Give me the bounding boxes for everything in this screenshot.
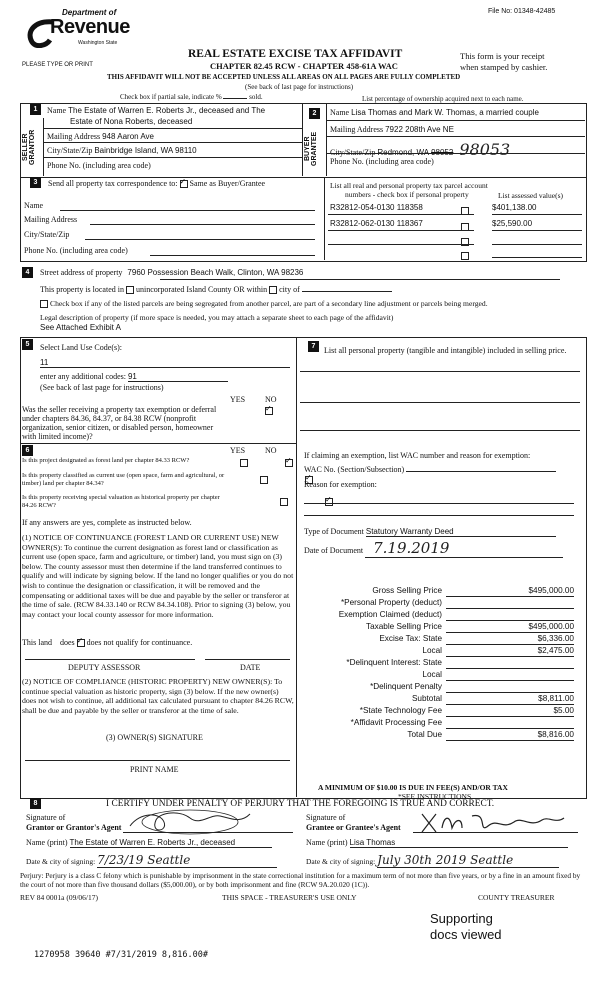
grantor-name-value: The Estate of Warren E. Roberts Jr., deceased — [70, 838, 272, 848]
seller-city-label: City/State/Zip — [47, 146, 93, 155]
tax-row-value[interactable]: $5.00 — [446, 706, 574, 717]
exemption-claim-label: If claiming an exemption, list WAC number and reason for exemption: — [304, 451, 531, 460]
tax-row-value[interactable] — [446, 610, 574, 621]
tax-row-value[interactable] — [446, 658, 574, 669]
qualify-label: qualify for continuance. — [115, 638, 193, 647]
buyer-city-value: Redmond, WA — [377, 148, 430, 157]
doc-type-row[interactable] — [304, 527, 556, 537]
exemption-no-checkbox[interactable] — [265, 407, 273, 415]
form-title: REAL ESTATE EXCISE TAX AFFIDAVIT — [188, 48, 403, 60]
buyer-side-label: BUYER GRANTEE — [304, 131, 318, 167]
tax-row-value[interactable]: $8,811.00 — [446, 694, 574, 705]
personal-property-checkbox[interactable] — [461, 252, 469, 260]
tax-row-value[interactable]: $6,336.00 — [446, 634, 574, 645]
tax-row — [300, 610, 582, 622]
doc-date-hand: 7.19.2019 — [365, 539, 563, 558]
seller-side-label: SELLER GRANTOR — [22, 129, 36, 165]
see-back-note: (See back of last page for instructions) — [245, 83, 354, 91]
tax-row — [300, 670, 582, 682]
section-8-badge: 8 — [30, 798, 41, 809]
street-value: 7960 Possession Beach Walk, Clinton, WA 98236 — [127, 268, 304, 277]
current-use-yes-checkbox[interactable] — [260, 476, 268, 484]
tax-row-value[interactable] — [446, 670, 574, 681]
grantor-sig-label-1: Signature of — [26, 813, 66, 822]
tax-row-value[interactable]: $8,816.00 — [446, 730, 574, 741]
parcel-value: $25,590.00 — [492, 219, 533, 228]
seller-name-label: Name — [47, 106, 67, 115]
parcel-header-1: List all real and personal property tax parcel account — [330, 181, 488, 190]
s6-yes-header: YES — [230, 446, 246, 455]
grantee-name-value: Lisa Thomas — [350, 838, 568, 848]
this-land-label: This land — [22, 638, 52, 647]
tax-row-label: Exemption Claimed (deduct) — [338, 610, 442, 619]
partial-sale-label: Check box if partial sale, indicate % — [120, 93, 222, 101]
grantee-name-row[interactable] — [306, 838, 568, 848]
seller-city-value: Bainbridge Island, WA 98110 — [94, 146, 197, 155]
receipt-note-1: This form is your receipt — [460, 51, 545, 61]
seller-name-line-2: Estate of Nona Roberts, deceased — [70, 117, 193, 126]
parcel-number: R32812-062-0130 118367 — [330, 219, 423, 228]
does-label: does — [60, 638, 75, 647]
parcel-number: R32812-054-0130 118358 — [330, 203, 423, 212]
grantee-sig-label-1: Signature of — [306, 813, 346, 822]
segregated-label: Check box if any of the listed parcels are being segregated from another parcel, are part of a secondary line adjustment or parcels being merged. — [50, 299, 488, 308]
tax-row-value[interactable]: $495,000.00 — [446, 586, 574, 597]
parcel-row[interactable] — [330, 248, 580, 260]
logo-state: Washington State — [78, 40, 118, 46]
location-row — [40, 285, 392, 294]
forest-no-checkbox[interactable] — [285, 459, 293, 467]
print-name-label: PRINT NAME — [130, 765, 179, 774]
seller-mail-value: 948 Aaron Ave — [102, 132, 155, 141]
tax-row-value[interactable] — [446, 598, 574, 609]
does-not-label: does not — [86, 638, 114, 647]
grantee-date-row[interactable] — [306, 853, 559, 868]
buyer-mail-value: 7922 208th Ave NE — [385, 125, 454, 134]
grantee-sig-label-2: Grantee or Grantee's Agent — [306, 823, 401, 832]
doc-date-row[interactable] — [304, 539, 563, 558]
seller-mail-field[interactable] — [47, 132, 154, 141]
tax-row — [300, 646, 582, 658]
additional-codes-value: 91 — [128, 372, 228, 382]
wac-label: WAC No. (Section/Subsection) — [304, 465, 405, 474]
tax-row — [300, 658, 582, 670]
corr-phone-label: Phone No. (including area code) — [24, 246, 128, 255]
grantor-date-label: Date & city of signing: — [26, 857, 96, 866]
grantee-date-hand: July 30th 2019 Seattle — [377, 853, 559, 868]
does-not-checkbox[interactable] — [77, 639, 85, 647]
buyer-mail-field[interactable] — [330, 125, 454, 134]
tax-row — [300, 706, 582, 718]
grantor-name-row[interactable] — [26, 838, 272, 848]
corr-name-label: Name — [24, 201, 44, 210]
seller-phone-field[interactable]: Phone No. (including area code) — [47, 161, 151, 170]
seller-name-line-1: The Estate of Warren E. Roberts Jr., deceased and The — [68, 106, 266, 115]
perjury-warning: Perjury: Perjury is a class C felony which is punishable by imprisonment in the state correctional institution for a maximum term of not more than five years, or by a fine in an amount fixed by the court of not more than five thousand dollars ($5,000.00), or by both imprisonment and fine (RCW 9A.20.020 (1C)). — [20, 871, 581, 889]
owner-signature-label: (3) OWNER(S) SIGNATURE — [106, 733, 203, 742]
forest-yes-checkbox[interactable] — [240, 459, 248, 467]
buyer-name-label: Name — [330, 108, 350, 117]
located-label: This property is located in — [40, 285, 124, 294]
tax-row-value[interactable] — [446, 682, 574, 693]
section-2-badge: 2 — [309, 108, 320, 119]
logo-revenue: Revenue — [50, 16, 130, 38]
current-use-question: Is this property classified as current use (open space, farm and agricultural, or timber) land per chapter 84.34? — [22, 472, 225, 487]
continuance-row — [22, 638, 192, 647]
seller-mail-label: Mailing Address — [47, 132, 101, 141]
grantee-name-label: Name (print) — [306, 838, 348, 847]
county-treasurer: COUNTY TREASURER — [478, 893, 555, 902]
historical-question: Is this property receiving special valuation as historical property per chapter 84.26 RCW? — [22, 494, 220, 509]
forest-land-question: Is this project designated as forest land per chapter 84.33 RCW? — [22, 457, 190, 464]
additional-codes-row[interactable] — [40, 372, 228, 382]
section-6-badge: 6 — [22, 445, 33, 456]
grantee-date-label: Date & city of signing: — [306, 857, 376, 866]
unincorporated-label: unincorporated Island County OR within — [135, 285, 268, 294]
tax-row-label: Total Due — [407, 730, 442, 739]
section-4-badge: 4 — [22, 267, 33, 278]
tax-row — [300, 634, 582, 646]
grantor-date-hand: 7/23/19 Seattle — [97, 853, 277, 868]
city-of-label: city of — [279, 285, 300, 294]
tax-row-value[interactable] — [446, 718, 574, 729]
tax-row-label: Excise Tax: State — [379, 634, 442, 643]
tax-row — [300, 598, 582, 610]
completion-warning: THIS AFFIDAVIT WILL NOT BE ACCEPTED UNLESS ALL AREAS ON ALL PAGES ARE FULLY COMPLETED — [107, 73, 461, 81]
partial-sale-row — [120, 93, 263, 101]
buyer-name-value: Lisa Thomas and Mark W. Thomas, a married couple — [351, 108, 539, 117]
legal-desc-value[interactable]: See Attached Exhibit A — [40, 323, 121, 332]
doc-date-label: Date of Document — [304, 546, 364, 555]
segregated-checkbox[interactable] — [40, 300, 48, 308]
logo-department: Department of — [62, 8, 117, 17]
same-as-buyer-label: Same as Buyer/Grantee — [189, 179, 266, 188]
deputy-date-label: DATE — [240, 663, 261, 672]
form-chapter: CHAPTER 82.45 RCW - CHAPTER 458-61A WAC — [210, 61, 398, 71]
tax-row-label: Local — [422, 646, 442, 655]
exemption-question: Was the seller receiving a property tax exemption or deferral under chapters 84.36, 84.37, or 84.38 RCW (nonprofit organization, senior citizen, or disabled person, homeowner with limited income)? — [22, 405, 217, 441]
buyer-city-label: City/State/Zip — [330, 148, 376, 157]
land-use-label: Select Land Use Code(s): — [40, 343, 122, 352]
tax-row-label: *State Technology Fee — [359, 706, 442, 715]
tax-row-label: *Delinquent Penalty — [370, 682, 442, 691]
same-as-buyer-checkbox[interactable] — [180, 180, 188, 188]
wac-row[interactable] — [304, 465, 556, 474]
tax-row-value[interactable]: $2,475.00 — [446, 646, 574, 657]
form-revision: REV 84 0001a (09/06/17) — [20, 893, 98, 902]
supporting-docs-stamp-2: docs viewed — [430, 927, 502, 942]
treasurer-use-only: THIS SPACE - TREASURER'S USE ONLY — [222, 893, 357, 902]
corr-mail-label: Mailing Address — [24, 215, 78, 224]
grantor-name-label: Name (print) — [26, 838, 68, 847]
assessed-value-header: List assessed value(s) — [498, 191, 563, 200]
personal-property-label: List all personal property (tangible and intangible) included in selling price. — [324, 346, 567, 355]
doc-type-label: Type of Document — [304, 527, 364, 536]
notice-of-compliance: (2) NOTICE OF COMPLIANCE (HISTORIC PROPERTY) NEW OWNER(S): To continue special valuation as historic property, sign (3) below. If the new owner(s) does not wish to continue, all additional tax calculated pursuant to chapter 84.26 RCW, shall be due and payable by the seller or transferor at the time of sale. — [22, 677, 294, 715]
dor-logo — [20, 8, 130, 62]
tax-row-label: Local — [422, 670, 442, 679]
street-address-field[interactable] — [40, 268, 303, 277]
tax-row-label: *Delinquent Interest: State — [346, 658, 442, 667]
section-3-badge: 3 — [30, 177, 41, 188]
exemption-reason-row[interactable] — [304, 480, 377, 489]
correspondence-row — [48, 179, 265, 188]
type-or-print: PLEASE TYPE OR PRINT — [22, 62, 93, 68]
s6-no-header: NO — [265, 446, 277, 455]
tax-row — [300, 622, 582, 634]
receipt-stamp-line: 1270958 39640 #7/31/2019 8,816.00# — [34, 950, 208, 960]
section-7-badge: 7 — [308, 341, 319, 352]
buyer-zip-struck: 98052 — [431, 148, 454, 157]
segregated-row — [40, 299, 488, 308]
tax-row — [300, 586, 582, 598]
land-use-see-back: (See back of last page for instructions) — [40, 383, 164, 392]
buyer-phone-field[interactable]: Phone No. (including area code) — [330, 157, 434, 166]
grantor-date-row[interactable] — [26, 853, 277, 868]
certify-statement: I CERTIFY UNDER PENALTY OF PERJURY THAT THE FOREGOING IS TRUE AND CORRECT. — [106, 799, 495, 809]
minimum-fee-note: A MINIMUM OF $10.00 IS DUE IN FEE(S) AND/OR TAX — [318, 783, 508, 792]
additional-codes-label: enter any additional codes: — [40, 372, 126, 381]
tax-row-label: *Personal Property (deduct) — [340, 598, 442, 607]
tax-row-label: Subtotal — [411, 694, 442, 703]
seller-city-field[interactable] — [47, 146, 197, 155]
buyer-name-field[interactable] — [330, 108, 539, 117]
partial-sale-sold: sold. — [249, 93, 263, 101]
tax-row-label: *Affidavit Processing Fee — [350, 718, 442, 727]
section-1-badge: 1 — [30, 104, 41, 115]
tax-row — [300, 694, 582, 706]
section-5-badge: 5 — [22, 339, 33, 350]
exemption-reason-label: Reason for exemption: — [304, 480, 377, 489]
unincorporated-checkbox[interactable] — [126, 286, 134, 294]
legal-desc-label: Legal description of property (if more space is needed, you may attach a separate sheet to each page of the affidavit) — [40, 313, 394, 322]
tax-row-label: Taxable Selling Price — [365, 622, 442, 631]
corr-city-label: City/State/Zip — [24, 230, 70, 239]
city-checkbox[interactable] — [269, 286, 277, 294]
correspondence-label: Send all property tax correspondence to: — [48, 179, 178, 188]
parcel-header-2: numbers - check box if personal property — [345, 190, 469, 199]
buyer-mail-label: Mailing Address — [330, 125, 384, 134]
tax-row-value[interactable]: $495,000.00 — [446, 622, 574, 633]
parcel-value: $401,138.00 — [492, 203, 537, 212]
land-use-code[interactable]: 11 — [40, 358, 49, 367]
file-number: File No: 01348-42485 — [488, 8, 556, 15]
historical-yes-checkbox[interactable] — [280, 498, 288, 506]
tax-row — [300, 682, 582, 694]
s5-no-header: NO — [265, 395, 277, 404]
notice-of-continuance: (1) NOTICE OF CONTINUANCE (FOREST LAND OR CURRENT USE) NEW OWNER(S): To continue the current designation as forest land or classification as current use (open space, farm and agriculture, or timber) land, you must sign on (3) below. The county assessor must then determine if the land transferred continues to qualify and will indicate by signing below. If the land no longer qualifies or you do not wish to continue the designation or classification, it will be removed and the compensating or additional taxes will be due and payable by the seller or transferor at the time of sale. (RCW 84.33.140 or RCW 84.34.108). Prior to signing (3) below, you may contact your local county assessor for more information. — [22, 533, 294, 619]
grantor-sig-label-2: Grantor or Grantor's Agent — [26, 823, 122, 832]
supporting-docs-stamp-1: Supporting — [430, 911, 493, 926]
doc-type-value: Statutory Warranty Deed — [366, 527, 556, 537]
receipt-note-2: when stamped by cashier. — [460, 62, 548, 72]
s5-yes-header: YES — [230, 395, 246, 404]
deputy-assessor-label: DEPUTY ASSESSOR — [68, 663, 141, 672]
tax-row-label: Gross Selling Price — [372, 586, 442, 595]
if-yes-note: If any answers are yes, complete as instructed below. — [22, 518, 192, 527]
ownership-note: List percentage of ownership acquired next to each name. — [362, 95, 524, 103]
seller-name-field[interactable] — [47, 106, 299, 115]
tax-row — [300, 730, 582, 742]
see-instructions-note: *SEE INSTRUCTIONS — [398, 792, 472, 801]
tax-calculation-table — [300, 586, 582, 742]
tax-row — [300, 718, 582, 730]
street-label: Street address of property — [40, 268, 123, 277]
buyer-zip-handwritten: 98053 — [459, 140, 511, 159]
